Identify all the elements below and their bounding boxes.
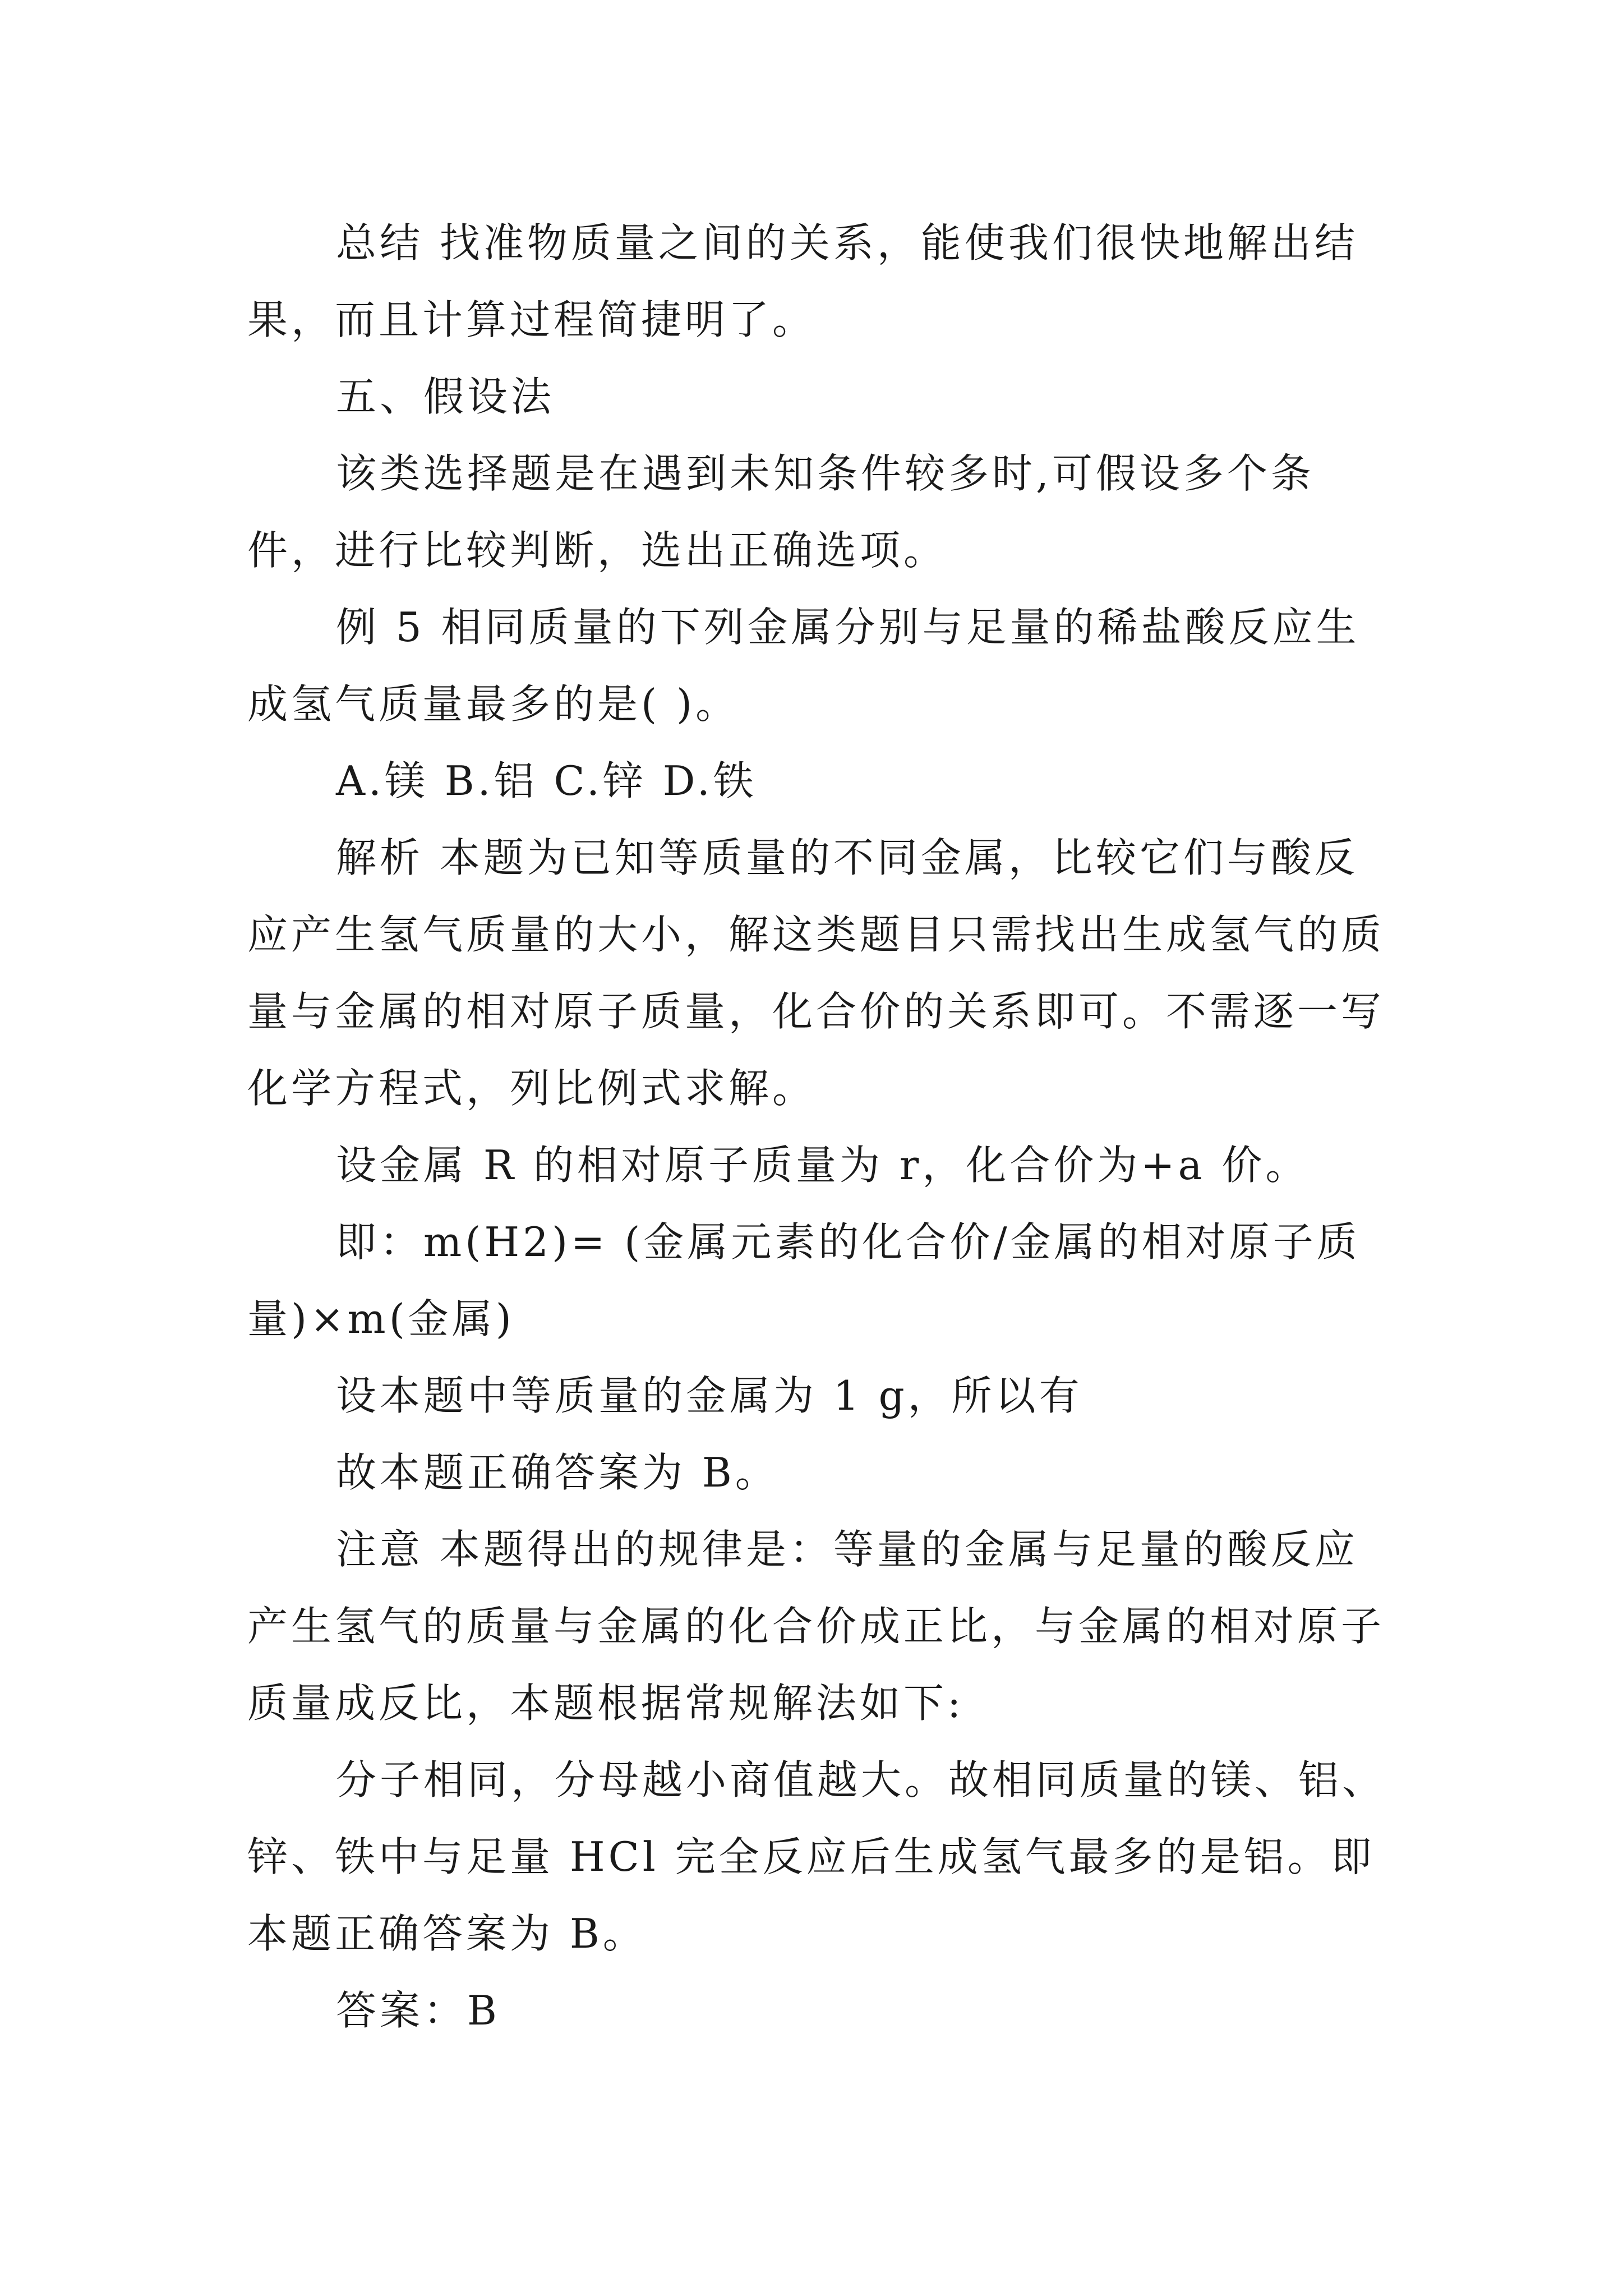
document-body: [247, 205, 1386, 2049]
paragraph-summary: 总结 找准物质量之间的关系，能使我们很快地解出结果，而且计算过程简捷明了。: [247, 219, 1358, 343]
paragraph-analysis: 解析 本题为已知等质量的不同金属，比较它们与酸反应产生氢气质量的大小，解这类题目只需找出生成氢气的质量与金属的相对原子质量，化合价的关系即可。不需逐一写化学方程式，列比例式求解。: [247, 834, 1385, 1112]
paragraph-assume-mass: 设本题中等质量的金属为 1 g，所以有: [336, 1372, 1083, 1419]
paragraph-answer: 答案：B: [336, 1987, 500, 2034]
paragraph-conclusion: 故本题正确答案为 B。: [336, 1449, 779, 1496]
paragraph-method-description: 该类选择题是在遇到未知条件较多时,可假设多个条件，进行比较判断，选出正确选项。: [247, 450, 1315, 574]
paragraph-options: A.镁 B.铝 C.锌 D.铁: [336, 757, 757, 804]
section-heading-assumption-method: 五、假设法: [336, 373, 555, 420]
paragraph-assume-metal: 设金属 R 的相对原子质量为 r，化合价为+a 价。: [336, 1142, 1310, 1189]
paragraph-formula: 即：m(H2)= (金属元素的化合价/金属的相对原子质量)×m(金属): [247, 1218, 1361, 1342]
paragraph-example-5: 例 5 相同质量的下列金属分别与足量的稀盐酸反应生成氢气质量最多的是( )。: [247, 604, 1360, 728]
paragraph-explanation: 分子相同，分母越小商值越大。故相同质量的镁、铝、锌、铁中与足量 HCl 完全反应后生成氢气最多的是铝。即本题正确答案为 B。: [247, 1756, 1386, 1957]
paragraph-note: 注意 本题得出的规律是：等量的金属与足量的酸反应产生氢气的质量与金属的化合价成正比，与金属的相对原子质量成反比，本题根据常规解法如下:: [247, 1526, 1385, 1727]
